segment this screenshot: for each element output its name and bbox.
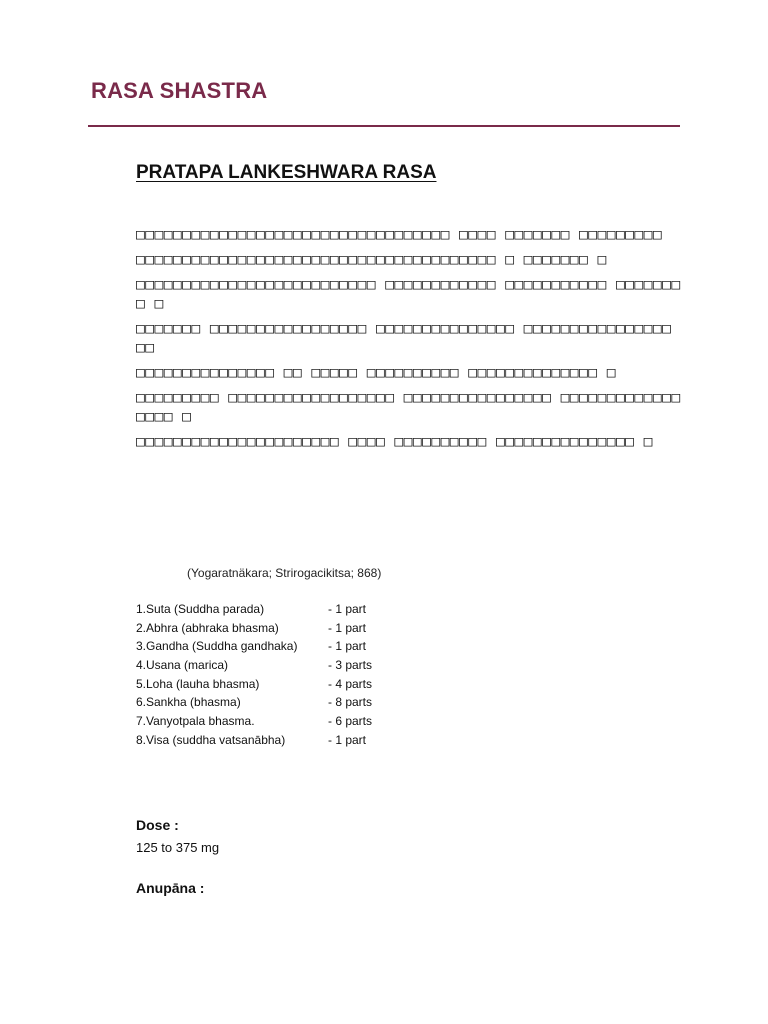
ingredient-row <box>136 733 436 752</box>
ingredient-list <box>136 602 436 752</box>
ingredient-quantity: - 6 parts <box>328 714 373 729</box>
ingredient-row <box>136 677 436 696</box>
ingredient-name: 1.Suta (Suddha parada) <box>136 602 265 616</box>
ingredient-name: 5.Loha (lauha bhasma) <box>136 676 260 691</box>
ingredient-row <box>136 621 436 640</box>
ingredient-name: 6.Sankha (bhasma) <box>136 695 241 710</box>
verse-line: □□□□□□□□□ □□□□□□□□□□□□□□□□□□ □□□□□□□□□□□□□□□□ □□□□□□□□□□□□□□□□□ □ <box>136 390 681 425</box>
ingredient-row <box>136 714 436 733</box>
ingredient-quantity: - 1 part <box>328 602 367 616</box>
ingredient-name: 2.Abhra (abhraka bhasma) <box>136 620 279 635</box>
verse-line: □□□□□□□□□□□□□□□ □□ □□□□□ □□□□□□□□□□ □□□□□□□□□□□□□□ □ <box>136 365 616 381</box>
verse-line: □□□□□□□□□□□□□□□□□□□□□□□□□□ □□□□□□□□□□□□ □□□□□□□□□□□ □□□□□□□□ □ <box>136 277 681 312</box>
ingredient-name: 4.Usana (marica) <box>136 658 229 673</box>
dose-value: 125 to 375 mg <box>136 840 220 855</box>
ingredient-quantity: - 3 parts <box>328 658 373 673</box>
ingredient-quantity: - 1 part <box>328 732 367 747</box>
verse-line: □□□□□□□□□□□□□□□□□□□□□□ □□□□ □□□□□□□□□□ □□□□□□□□□□□□□□□ □ <box>136 434 653 450</box>
ingredient-name: 8.Visa (suddha vatsanābha) <box>136 732 286 747</box>
document-title: PRATAPA LANKESHWARA RASA <box>136 162 437 183</box>
anupana-heading: Anupāna : <box>136 880 205 896</box>
verse-block <box>136 226 684 458</box>
ingredient-quantity: - 1 part <box>328 639 367 654</box>
ingredient-row <box>136 639 436 658</box>
ingredient-quantity: - 4 parts <box>328 676 373 691</box>
source-reference: (Yogaratnäkara; Strirogacikitsa; 868) <box>187 566 382 580</box>
ingredient-name: 3.Gandha (Suddha gandhaka) <box>136 639 298 654</box>
verse-line: □□□□□□□□□□□□□□□□□□□□□□□□□□□□□□□□□□ □□□□ □□□□□□□ □□□□□□□□□ <box>136 227 663 243</box>
verse-line: □□□□□□□ □□□□□□□□□□□□□□□□□ □□□□□□□□□□□□□□□ □□□□□□□□□□□□□□□□ □□ <box>136 321 672 356</box>
ingredient-row <box>136 602 436 621</box>
header-title: RASA SHASTRA <box>91 78 268 103</box>
ingredient-row <box>136 658 436 677</box>
ingredient-row <box>136 695 436 714</box>
ingredient-quantity: - 1 part <box>328 620 367 635</box>
ingredient-name: 7.Vanyotpala bhasma. <box>136 714 255 729</box>
ingredient-quantity: - 8 parts <box>328 695 373 710</box>
dose-heading: Dose : <box>136 817 179 833</box>
verse-line: □□□□□□□□□□□□□□□□□□□□□□□□□□□□□□□□□□□□□□□ □ □□□□□□□ □ <box>136 252 607 268</box>
header-divider <box>88 125 680 127</box>
